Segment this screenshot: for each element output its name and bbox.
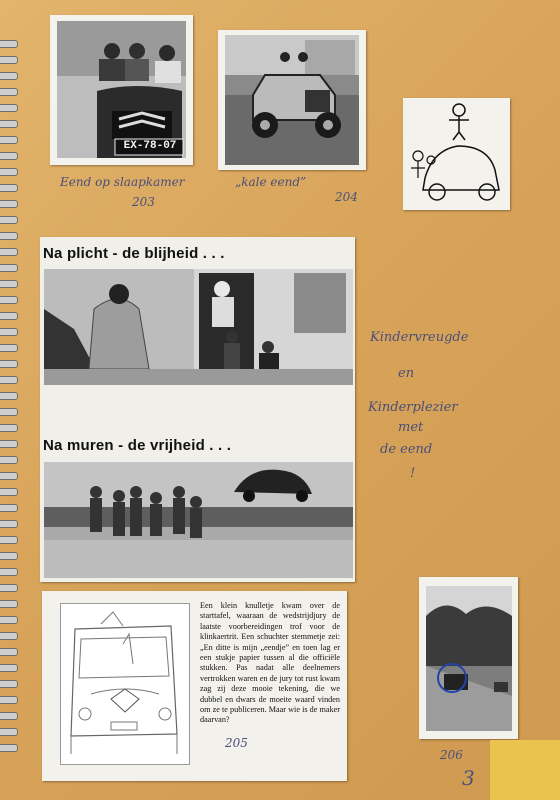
spiral-ring [0, 584, 18, 592]
headline-freedom: Na muren - de vrijheid . . . [43, 437, 232, 454]
spiral-ring [0, 168, 18, 176]
spiral-ring [0, 328, 18, 336]
spiral-binding [0, 40, 18, 760]
spiral-ring [0, 248, 18, 256]
corner-sticker [490, 740, 560, 800]
spiral-ring [0, 472, 18, 480]
spiral-ring [0, 200, 18, 208]
license-plate: EX-78-07 [123, 140, 177, 152]
cartoon-clipping [403, 98, 510, 210]
spiral-ring [0, 648, 18, 656]
photo-road [426, 586, 512, 731]
spiral-ring [0, 56, 18, 64]
spiral-ring [0, 664, 18, 672]
side-note [368, 330, 508, 490]
spiral-ring [0, 136, 18, 144]
note-line-4: met [398, 420, 424, 435]
spiral-ring [0, 184, 18, 192]
spiral-ring [0, 408, 18, 416]
spiral-ring [0, 376, 18, 384]
spiral-ring [0, 264, 18, 272]
spiral-ring [0, 696, 18, 704]
caption-204: „kale eend” [235, 175, 307, 189]
spiral-ring [0, 296, 18, 304]
spiral-ring [0, 712, 18, 720]
spiral-ring [0, 72, 18, 80]
spiral-ring [0, 392, 18, 400]
photo-bare-car [225, 35, 359, 165]
caption-203: Eend op slaapkamer [60, 175, 185, 189]
spiral-ring [0, 88, 18, 96]
note-line-6: ! [410, 466, 416, 481]
spiral-ring [0, 600, 18, 608]
spiral-ring [0, 344, 18, 352]
spiral-ring [0, 104, 18, 112]
spiral-ring [0, 488, 18, 496]
spiral-ring [0, 552, 18, 560]
note-line-2: en [398, 366, 415, 381]
spiral-ring [0, 120, 18, 128]
photo-doorstep [44, 269, 353, 385]
spiral-ring [0, 40, 18, 48]
number-204: 204 [335, 190, 358, 204]
spiral-ring [0, 680, 18, 688]
spiral-ring [0, 232, 18, 240]
spiral-ring [0, 360, 18, 368]
page-number: 3 [462, 766, 475, 790]
spiral-ring [0, 152, 18, 160]
spiral-ring [0, 520, 18, 528]
spiral-ring [0, 536, 18, 544]
drawing-article-clipping [42, 591, 347, 781]
photo-bedroom-frame [50, 15, 193, 165]
photo-children-field [44, 462, 353, 578]
spiral-ring [0, 744, 18, 752]
photo-bedroom [57, 21, 186, 158]
photo-bare-car-frame [218, 30, 366, 170]
spiral-ring [0, 312, 18, 320]
spiral-ring [0, 632, 18, 640]
number-206: 206 [440, 748, 463, 762]
spiral-ring [0, 504, 18, 512]
spiral-ring [0, 216, 18, 224]
number-203: 203 [132, 195, 155, 209]
spiral-ring [0, 424, 18, 432]
spiral-ring [0, 440, 18, 448]
spiral-ring [0, 280, 18, 288]
headline-duty: Na plicht - de blijheid . . . [43, 245, 225, 262]
note-line-1: Kindervreugde [370, 330, 469, 345]
note-line-3: Kinderplezier [368, 400, 458, 415]
child-drawing [60, 603, 190, 765]
article-text: Een klein knulletje kwam over de starttafel, waaraan de wedstrijdjury de laatste voorbereidingen trof voor de klinkaertrit. Een schuchter stemmetje zei: „En ditte is mijn „eendje” en toen lag er een stukje papier tussen al die officiële stukken. Pas nadat alle deelnemers vertrokken waren en de jury tot rust kwam zag zij deze mooie tekening, die we dubbel en dwars de moeite waard vinden om ze te publiceren. Maar wie is de maker daarvan? [200, 601, 340, 725]
note-line-5: de eend [380, 442, 433, 457]
spiral-ring [0, 728, 18, 736]
number-205: 205 [225, 736, 248, 750]
spiral-ring [0, 568, 18, 576]
spiral-ring [0, 616, 18, 624]
newspaper-clipping [40, 237, 355, 582]
photo-road-frame [419, 577, 518, 739]
spiral-ring [0, 456, 18, 464]
